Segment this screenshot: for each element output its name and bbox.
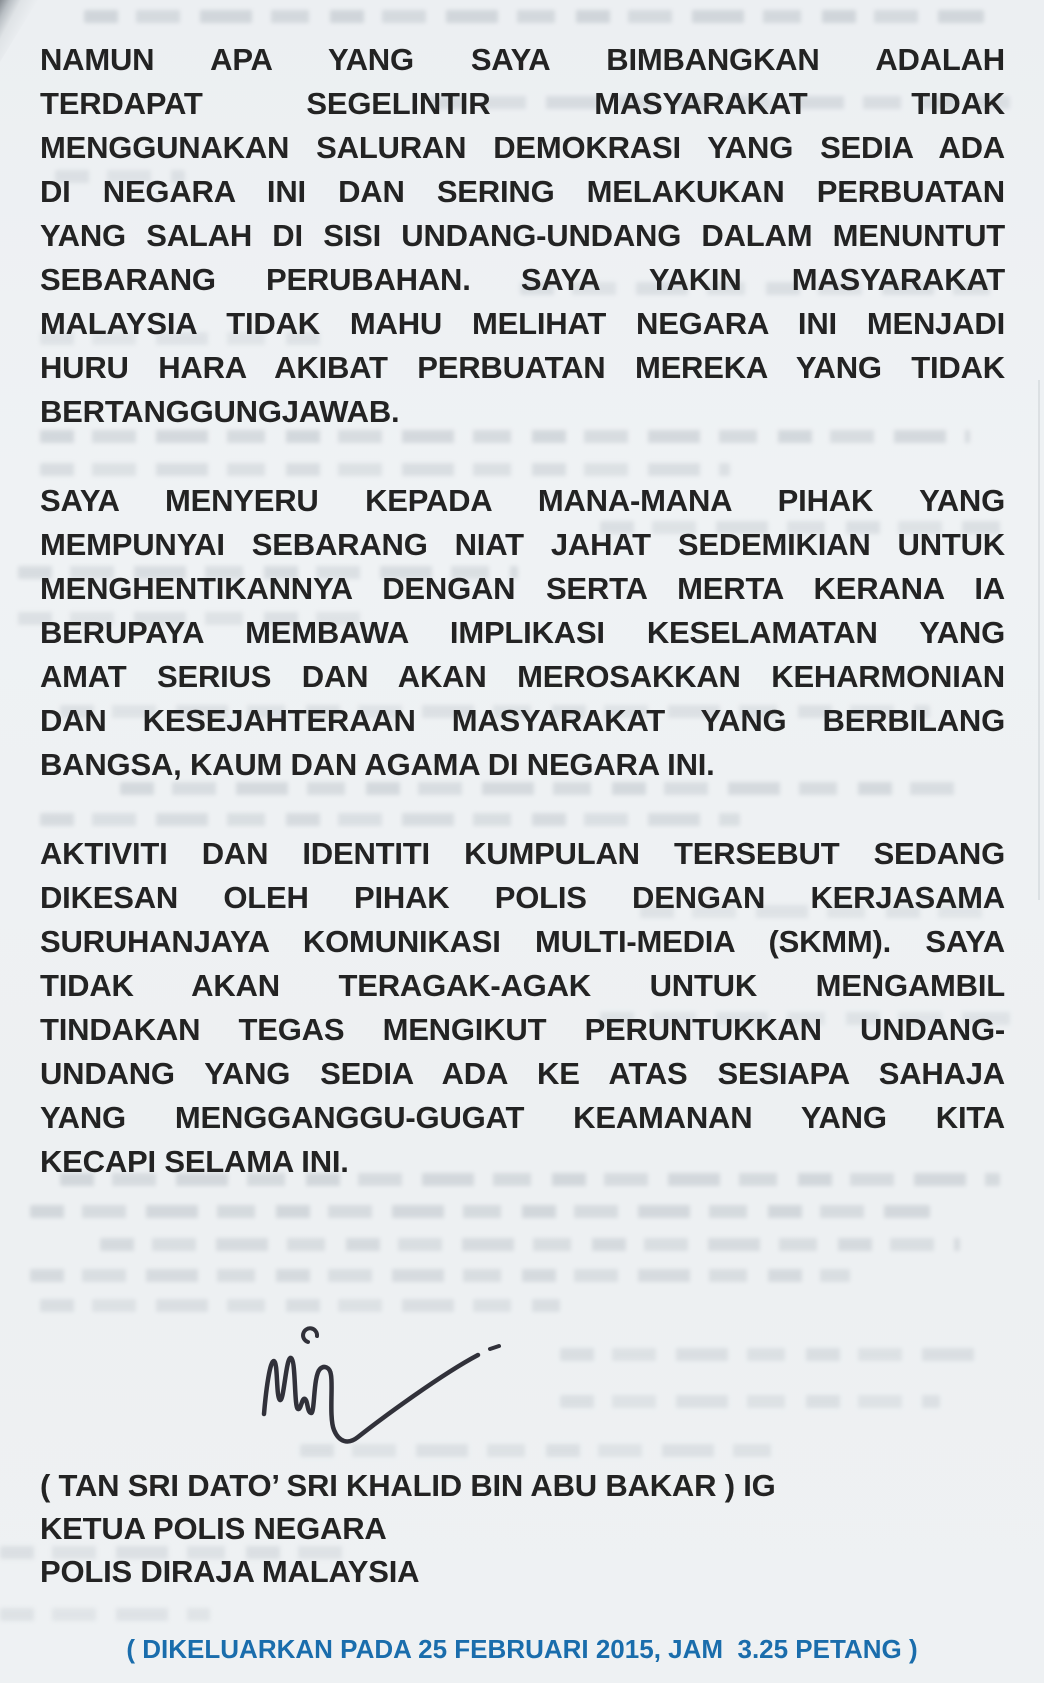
statement-line: MENGGUNAKAN SALURAN DEMOKRASI YANG SEDIA ADA (40, 130, 1005, 165)
statement-line: BERTANGGUNGJAWAB. (40, 394, 400, 429)
bleed-through-line (40, 1299, 560, 1312)
statement-line: DIKESAN OLEH PIHAK POLIS DENGAN KERJASAMA (40, 880, 1005, 915)
signatory-title: KETUA POLIS NEGARA (40, 1511, 387, 1546)
statement-line: MEMPUNYAI SEBARANG NIAT JAHAT SEDEMIKIAN UNTUK (40, 527, 1005, 562)
paragraph-1 (40, 38, 1005, 434)
statement-line: TINDAKAN TEGAS MENGIKUT PERUNTUKKAN UNDANG- (40, 1012, 1005, 1047)
bleed-through-line (84, 10, 984, 23)
statement-line: AKTIVITI DAN IDENTITI KUMPULAN TERSEBUT SEDANG (40, 836, 1005, 871)
paragraph-3 (40, 832, 1005, 1184)
statement-line: HURU HARA AKIBAT PERBUATAN MEREKA YANG TIDAK (40, 350, 1005, 385)
release-timestamp: ( DIKELUARKAN PADA 25 FEBRUARI 2015, JAM 3.25 PETANG ) (126, 1634, 918, 1664)
statement-line: NAMUN APA YANG SAYA BIMBANGKAN ADALAH (40, 42, 1005, 77)
statement-line: TIDAK AKAN TERAGAK-AGAK UNTUK MENGAMBIL (40, 968, 1005, 1003)
statement-line: SEBARANG PERUBAHAN. SAYA YAKIN MASYARAKAT (40, 262, 1005, 297)
bleed-through-line (560, 1395, 940, 1408)
folded-corner-artifact (0, 0, 38, 62)
statement-line: SURUHANJAYA KOMUNIKASI MULTI-MEDIA (SKMM). SAYA (40, 924, 1005, 959)
statement-line: DI NEGARA INI DAN SERING MELAKUKAN PERBUATAN (40, 174, 1005, 209)
statement-line: AMAT SERIUS DAN AKAN MEROSAKKAN KEHARMONIAN (40, 659, 1005, 694)
statement-line: YANG MENGGANGGU-GUGAT KEAMANAN YANG KITA (40, 1100, 1005, 1135)
bleed-through-line (0, 1608, 210, 1621)
statement-line: UNDANG YANG SEDIA ADA KE ATAS SESIAPA SAHAJA (40, 1056, 1005, 1091)
bleed-through-line (100, 1238, 960, 1251)
statement-line: BANGSA, KAUM DAN AGAMA DI NEGARA INI. (40, 747, 715, 782)
bleed-through-line (40, 813, 740, 826)
bleed-through-line (560, 1348, 990, 1361)
signatory-organization: POLIS DIRAJA MALAYSIA (40, 1554, 420, 1589)
scan-edge-artifact (1038, 380, 1040, 900)
statement-line: SAYA MENYERU KEPADA MANA-MANA PIHAK YANG (40, 483, 1005, 518)
bleed-through-line (30, 1269, 850, 1282)
statement-line: YANG SALAH DI SISI UNDANG-UNDANG DALAM MENUNTUT (40, 218, 1005, 253)
signatory-name: ( TAN SRI DATO’ SRI KHALID BIN ABU BAKAR ) IG (40, 1468, 776, 1503)
statement-line: BERUPAYA MEMBAWA IMPLIKASI KESELAMATAN YANG (40, 615, 1005, 650)
statement-line: DAN KESEJAHTERAAN MASYARAKAT YANG BERBILANG (40, 703, 1005, 738)
statement-line: TERDAPAT SEGELINTIR MASYARAKAT TIDAK (40, 86, 1005, 121)
statement-line: MENGHENTIKANNYA DENGAN SERTA MERTA KERANA IA (40, 571, 1005, 606)
signature-handwriting (250, 1318, 510, 1448)
paragraph-2 (40, 479, 1005, 787)
statement-line: KECAPI SELAMA INI. (40, 1144, 349, 1179)
bleed-through-line (30, 1205, 930, 1218)
bleed-through-line (40, 463, 730, 476)
statement-line: MALAYSIA TIDAK MAHU MELIHAT NEGARA INI MENJADI (40, 306, 1005, 341)
signatory-block (40, 1464, 1005, 1593)
